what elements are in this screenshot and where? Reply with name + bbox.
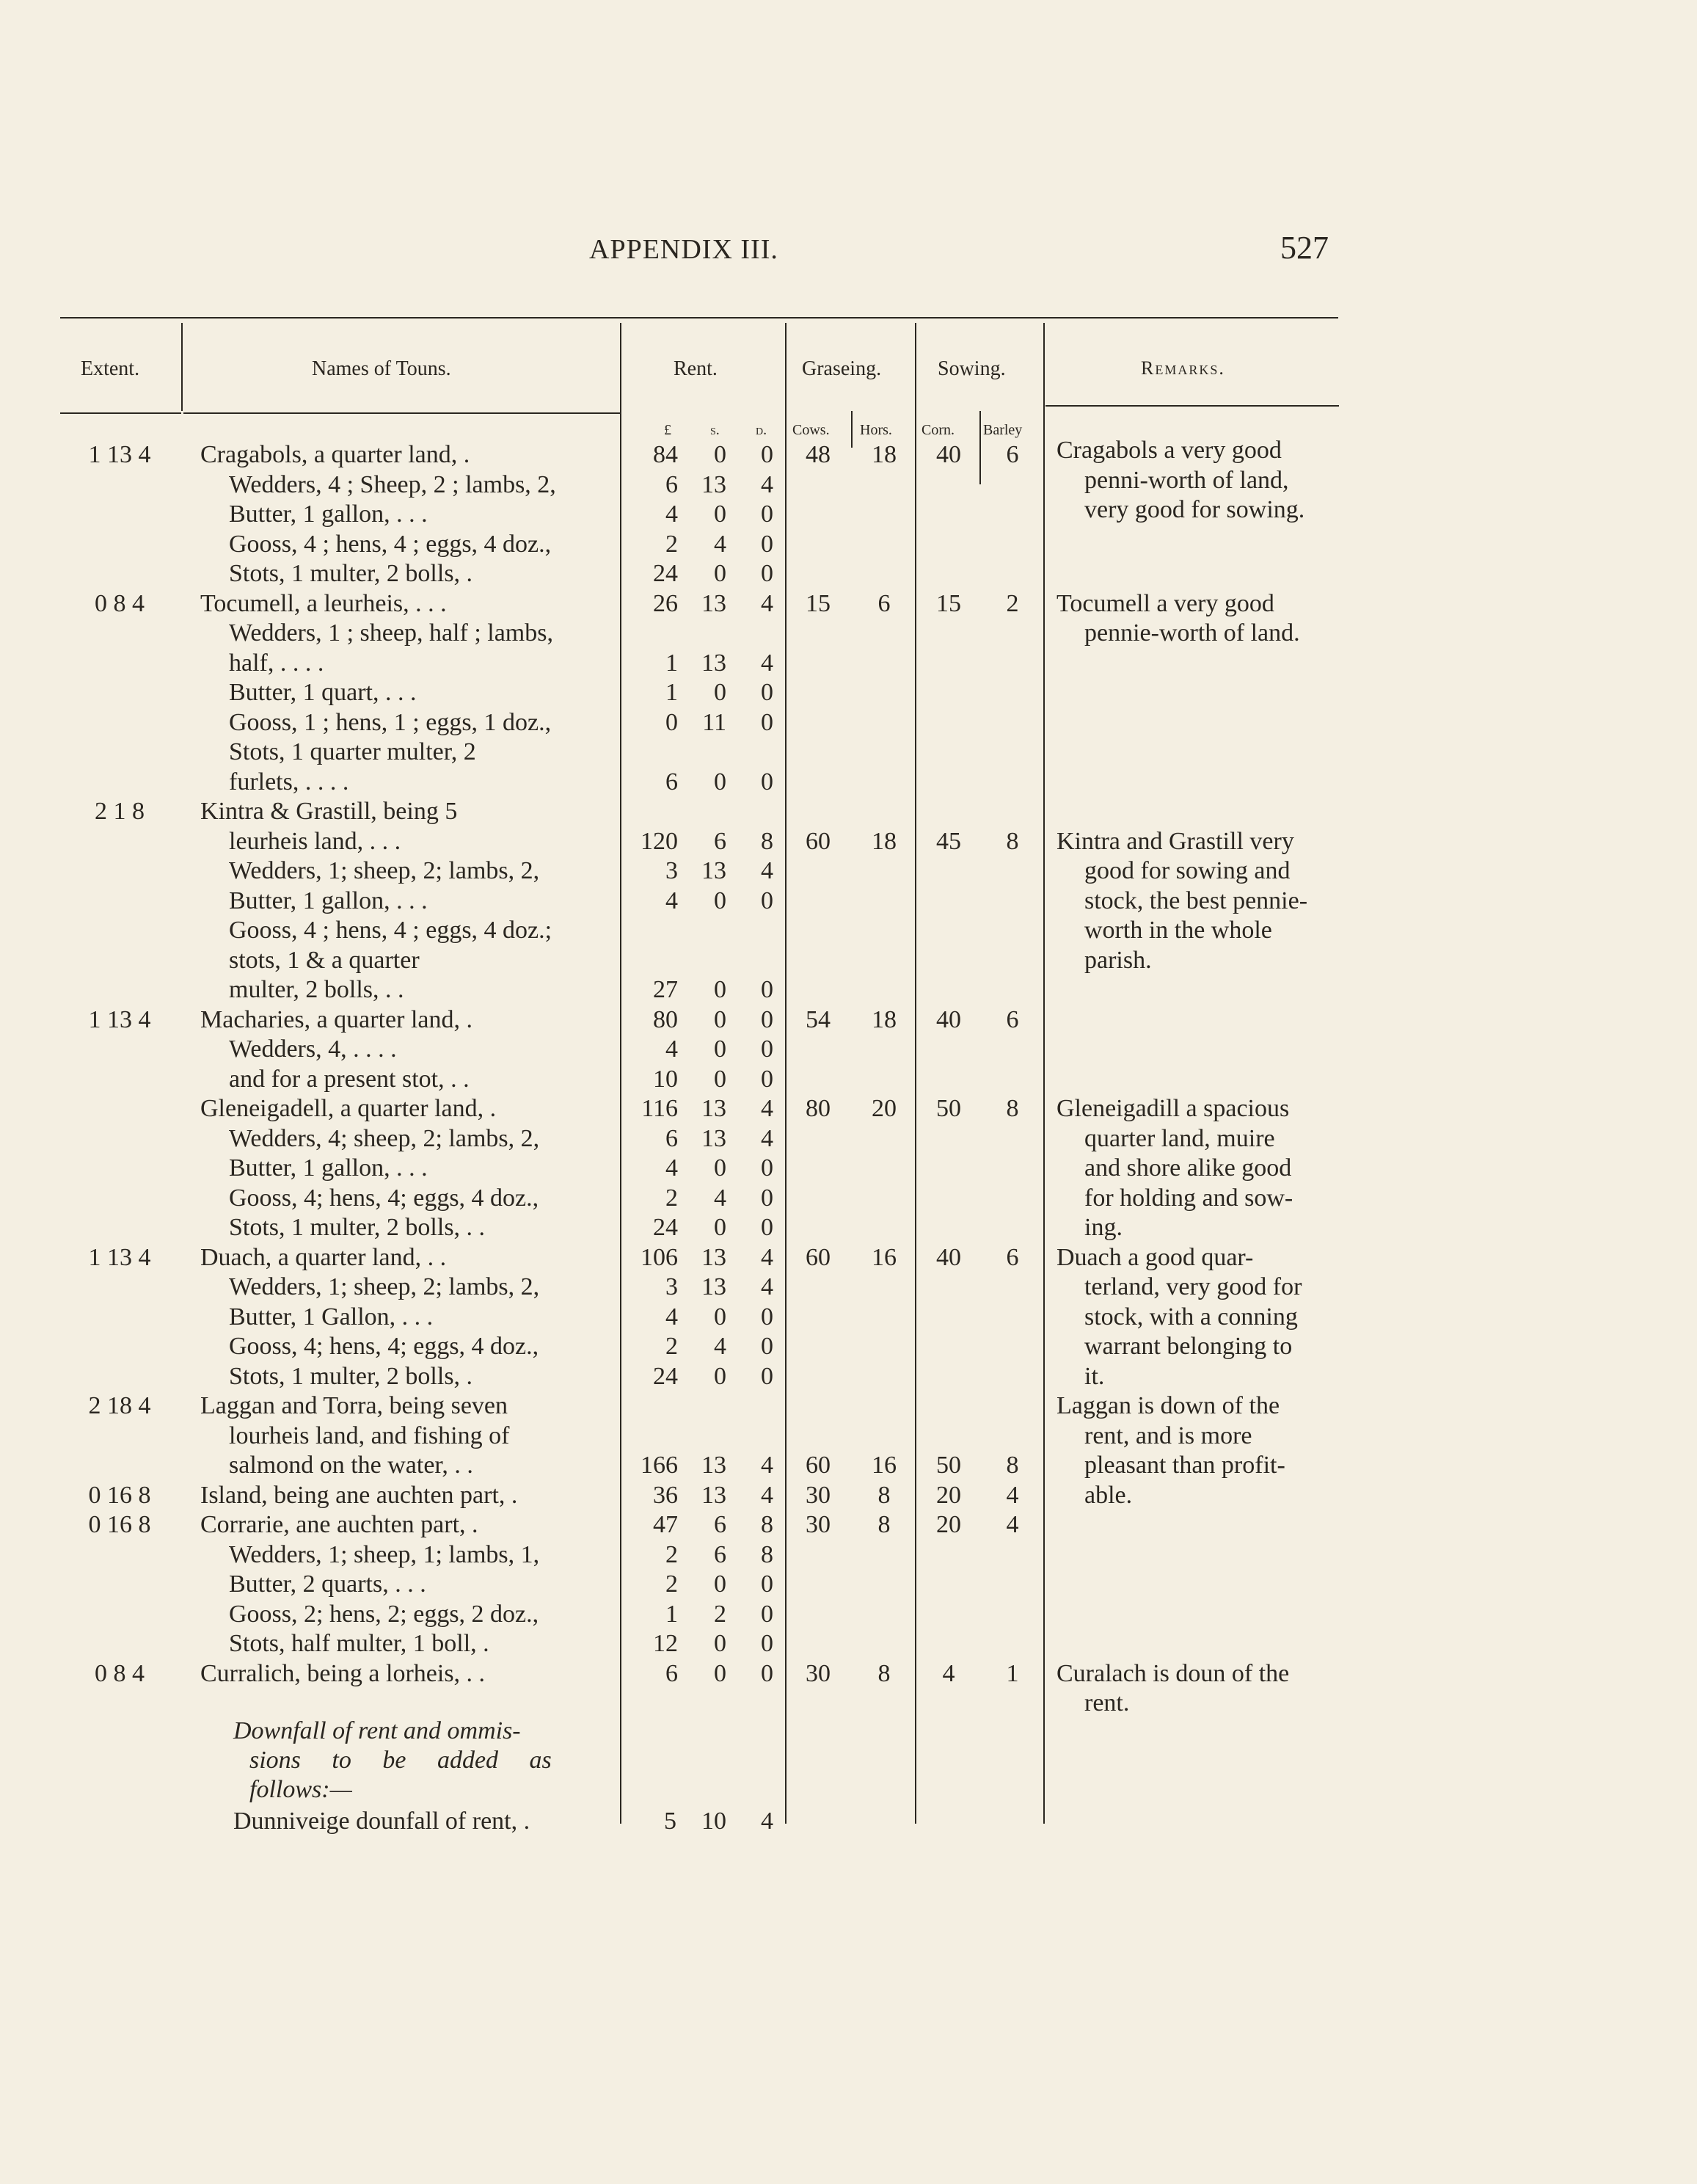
hors-cell: 6	[877, 589, 891, 617]
rent-pounds-cell: 3	[665, 857, 678, 884]
cows-cell: 60	[806, 827, 831, 855]
sub-hors: Hors.	[860, 422, 892, 438]
rent-pounds-cell: 24	[653, 560, 678, 587]
rent-pounds-cell: 3	[665, 1273, 678, 1300]
rent-shillings-cell: 13	[701, 589, 726, 617]
corn-cell: 45	[936, 827, 961, 855]
rent-pounds-cell: 1	[665, 649, 678, 677]
remark-line: ing.	[1084, 1214, 1123, 1241]
table-row	[0, 1629, 1697, 1659]
toun-name-cell: Gleneigadell, a quarter land, .	[200, 1095, 497, 1122]
rent-shillings-cell: 4	[714, 1333, 726, 1360]
rent-pence-cell: 0	[761, 1333, 773, 1360]
table-row	[0, 530, 1697, 559]
toun-name-cell: Stots, 1 multer, 2 bolls, .	[229, 1362, 473, 1390]
col-names: Names of Touns.	[312, 357, 451, 380]
rent-pounds-cell: 6	[665, 768, 678, 796]
toun-name-cell: leurheis land, . . .	[229, 827, 401, 855]
rent-pence-cell: 4	[761, 589, 773, 617]
toun-name-cell: Gooss, 4 ; hens, 4 ; eggs, 4 doz.;	[229, 917, 552, 944]
remark-line: stock, the best pennie-	[1084, 887, 1308, 914]
rent-pounds-cell: 120	[641, 827, 678, 855]
cows-cell: 60	[806, 1452, 831, 1479]
table-row	[0, 1035, 1697, 1064]
running-head-title: APPENDIX III.	[589, 234, 778, 265]
rent-shillings-cell: 4	[714, 1184, 726, 1212]
toun-name-cell: Macharies, a quarter land, .	[200, 1005, 472, 1033]
table-row	[0, 1332, 1697, 1361]
rent-shillings-cell: 6	[714, 1540, 726, 1568]
corn-cell: 20	[936, 1511, 961, 1538]
table-row	[0, 827, 1697, 856]
rent-shillings-cell: 0	[714, 976, 726, 1003]
rent-pence-cell: 0	[761, 1362, 773, 1390]
table-row	[0, 1481, 1697, 1510]
remark-line: warrant belonging to	[1084, 1333, 1293, 1360]
remark-line: parish.	[1084, 946, 1152, 974]
rent-pence-cell: 4	[761, 1095, 773, 1122]
remark-line: Gleneigadill a spacious	[1056, 1095, 1290, 1122]
rent-shillings-cell: 0	[714, 1362, 726, 1390]
hors-cell: 8	[877, 1659, 891, 1687]
rent-shillings-cell: 4	[714, 530, 726, 558]
rent-shillings-cell: 2	[714, 1600, 726, 1628]
col-remarks: Remarks.	[1141, 357, 1225, 379]
table-row	[0, 1124, 1697, 1154]
barley-cell: 2	[1006, 589, 1019, 617]
remark-line: pennie-worth of land.	[1084, 619, 1300, 647]
rent-shillings-cell: 13	[701, 1273, 726, 1300]
rent-pence-cell: 0	[761, 679, 773, 706]
rent-pounds-cell: 4	[665, 887, 678, 914]
col-sowing: Sowing.	[938, 357, 1006, 380]
hors-cell: 18	[872, 827, 897, 855]
cows-cell: 80	[806, 1095, 831, 1122]
table-row	[0, 916, 1697, 945]
rent-pence-cell: 4	[761, 1452, 773, 1479]
barley-cell: 8	[1006, 827, 1019, 855]
barley-cell: 1	[1006, 1659, 1019, 1687]
rent-pence-cell: 4	[761, 1124, 773, 1152]
hors-cell: 8	[877, 1481, 891, 1509]
table-row	[0, 500, 1697, 529]
rent-shillings-cell: 13	[701, 1452, 726, 1479]
table-row	[0, 1422, 1697, 1451]
remark-line: for holding and sow-	[1084, 1184, 1293, 1212]
table-row	[0, 1540, 1697, 1570]
extent-cell: 2 18 4	[88, 1392, 151, 1419]
table-row	[0, 589, 1697, 619]
table-row	[0, 1362, 1697, 1391]
sub-pounds: £	[664, 422, 671, 438]
downfall-shillings: 10	[701, 1808, 726, 1835]
toun-name-cell: Butter, 1 Gallon, . . .	[229, 1303, 434, 1331]
downfall-pounds: 5	[664, 1808, 676, 1835]
sub-corn: Corn.	[922, 422, 955, 438]
rent-shillings-cell: 0	[714, 1065, 726, 1093]
remark-line: Laggan is down of the	[1056, 1392, 1280, 1419]
downfall-entry: Dunniveige dounfall of rent, .	[233, 1808, 530, 1835]
toun-name-cell: furlets, . . . .	[229, 768, 349, 796]
rent-shillings-cell: 0	[714, 441, 726, 468]
downfall-heading-1: Downfall of rent and ommis-	[233, 1717, 521, 1744]
downfall-heading-2: sions to be added as	[249, 1747, 552, 1774]
rent-shillings-cell: 13	[701, 1243, 726, 1271]
toun-name-cell: stots, 1 & a quarter	[229, 946, 420, 974]
rent-pence-cell: 0	[761, 768, 773, 796]
toun-name-cell: Kintra & Grastill, being 5	[200, 798, 458, 825]
toun-name-cell: Laggan and Torra, being seven	[200, 1392, 508, 1419]
table-row	[0, 946, 1697, 975]
table-row	[0, 768, 1697, 797]
toun-name-cell: Duach, a quarter land, . .	[200, 1243, 447, 1271]
table-row	[0, 1184, 1697, 1213]
rent-pence-cell: 0	[761, 1570, 773, 1598]
rent-pounds-cell: 166	[641, 1452, 678, 1479]
rent-pence-cell: 4	[761, 649, 773, 677]
sub-shillings: s.	[710, 422, 720, 438]
hors-cell: 20	[872, 1095, 897, 1122]
rent-shillings-cell: 13	[701, 470, 726, 498]
rent-pounds-cell: 80	[653, 1005, 678, 1033]
rent-pence-cell: 0	[761, 1035, 773, 1063]
rent-pounds-cell: 24	[653, 1362, 678, 1390]
remark-line: good for sowing and	[1084, 857, 1291, 884]
extent-cell: 1 13 4	[88, 1243, 151, 1271]
remark-line: Curalach is doun of the	[1056, 1659, 1290, 1687]
rent-shillings-cell: 6	[714, 1511, 726, 1538]
table-row	[0, 1600, 1697, 1629]
table-row	[0, 470, 1697, 500]
toun-name-cell: salmond on the water, . .	[229, 1452, 473, 1479]
toun-name-cell: Wedders, 4, . . . .	[229, 1035, 397, 1063]
toun-name-cell: Cragabols, a quarter land, .	[200, 441, 470, 468]
barley-cell: 8	[1006, 1452, 1019, 1479]
barley-cell: 6	[1006, 441, 1019, 468]
remark-line: pleasant than profit-	[1084, 1452, 1285, 1479]
corn-cell: 15	[936, 589, 961, 617]
remarks-head-rule	[1045, 405, 1339, 407]
toun-name-cell: lourheis land, and fishing of	[229, 1422, 510, 1449]
toun-name-cell: multer, 2 bolls, . .	[229, 976, 404, 1003]
rent-pounds-cell: 1	[665, 1600, 678, 1628]
remark-line: able.	[1084, 1481, 1133, 1509]
rent-shillings-cell: 0	[714, 768, 726, 796]
col-extent: Extent.	[81, 357, 140, 380]
remark-line: it.	[1084, 1362, 1105, 1390]
table-row	[0, 1243, 1697, 1273]
toun-name-cell: Gooss, 2; hens, 2; eggs, 2 doz.,	[229, 1600, 539, 1628]
toun-name-cell: Wedders, 1; sheep, 1; lambs, 1,	[229, 1540, 540, 1568]
toun-name-cell: Corrarie, ane auchten part, .	[200, 1511, 478, 1538]
rent-pence-cell: 0	[761, 708, 773, 736]
barley-cell: 4	[1006, 1511, 1019, 1538]
toun-name-cell: Butter, 1 gallon, . . .	[229, 1154, 428, 1182]
toun-name-cell: Stots, 1 quarter multer, 2	[229, 738, 476, 765]
rent-pounds-cell: 27	[653, 976, 678, 1003]
remark-line: quarter land, muire	[1084, 1124, 1275, 1152]
toun-name-cell: Island, being ane auchten part, .	[200, 1481, 518, 1509]
table-row	[0, 1094, 1697, 1124]
toun-name-cell: and for a present stot, . .	[229, 1065, 470, 1093]
corn-cell: 20	[936, 1481, 961, 1509]
remark-line: rent.	[1084, 1689, 1130, 1717]
toun-name-cell: Curralich, being a lorheis, . .	[200, 1659, 486, 1687]
page-number: 527	[1280, 230, 1329, 266]
rent-pounds-cell: 26	[653, 589, 678, 617]
cows-cell: 30	[806, 1481, 831, 1509]
rent-pence-cell: 0	[761, 530, 773, 558]
corn-cell: 50	[936, 1452, 961, 1479]
cows-cell: 30	[806, 1511, 831, 1538]
rent-pence-cell: 8	[761, 827, 773, 855]
table-row	[0, 1510, 1697, 1540]
rent-pounds-cell: 12	[653, 1630, 678, 1657]
table-row	[0, 1005, 1697, 1035]
rent-pence-cell: 0	[761, 976, 773, 1003]
rent-shillings-cell: 0	[714, 1214, 726, 1241]
extent-cell: 0 16 8	[88, 1481, 151, 1509]
table-row	[0, 649, 1697, 678]
rent-pounds-cell: 116	[641, 1095, 678, 1122]
rent-shillings-cell: 0	[714, 1659, 726, 1687]
rent-pence-cell: 0	[761, 1214, 773, 1241]
rent-pence-cell: 0	[761, 1154, 773, 1182]
rent-shillings-cell: 0	[714, 679, 726, 706]
rent-pounds-cell: 2	[665, 1184, 678, 1212]
rent-shillings-cell: 0	[714, 1035, 726, 1063]
rent-pounds-cell: 4	[665, 500, 678, 528]
table-row	[0, 1303, 1697, 1332]
rent-pence-cell: 8	[761, 1511, 773, 1538]
corn-cell: 40	[936, 441, 961, 468]
remark-line: Tocumell a very good	[1056, 589, 1274, 617]
cows-cell: 30	[806, 1659, 831, 1687]
rent-pounds-cell: 36	[653, 1481, 678, 1509]
sub-cows: Cows.	[792, 422, 830, 438]
extent-cell: 1 13 4	[88, 1005, 151, 1033]
rent-pounds-cell: 4	[665, 1035, 678, 1063]
rent-shillings-cell: 0	[714, 500, 726, 528]
corn-cell: 40	[936, 1005, 961, 1033]
toun-name-cell: Butter, 2 quarts, . . .	[229, 1570, 426, 1598]
rent-pence-cell: 4	[761, 1243, 773, 1271]
table-row	[0, 738, 1697, 767]
toun-name-cell: Butter, 1 quart, . . .	[229, 679, 417, 706]
toun-name-cell: Butter, 1 gallon, . . .	[229, 887, 428, 914]
rent-shillings-cell: 0	[714, 1154, 726, 1182]
sub-pence: d.	[756, 422, 767, 438]
cows-cell: 48	[806, 441, 831, 468]
table-row	[0, 856, 1697, 886]
extent-cell: 0 8 4	[95, 1659, 145, 1687]
rent-pounds-cell: 84	[653, 441, 678, 468]
toun-name-cell: Gooss, 4 ; hens, 4 ; eggs, 4 doz.,	[229, 530, 552, 558]
barley-cell: 8	[1006, 1095, 1019, 1122]
rent-pence-cell: 0	[761, 887, 773, 914]
rent-shillings-cell: 0	[714, 1005, 726, 1033]
corn-cell: 50	[936, 1095, 961, 1122]
rent-pounds-cell: 6	[665, 470, 678, 498]
barley-cell: 6	[1006, 1243, 1019, 1271]
rent-pounds-cell: 6	[665, 1124, 678, 1152]
remark-line: very good for sowing.	[1084, 496, 1305, 523]
rent-pence-cell: 0	[761, 1184, 773, 1212]
rent-shillings-cell: 13	[701, 1481, 726, 1509]
barley-cell: 6	[1006, 1005, 1019, 1033]
toun-name-cell: Tocumell, a leurheis, . . .	[200, 589, 447, 617]
rent-pence-cell: 0	[761, 1065, 773, 1093]
table-row	[0, 559, 1697, 589]
remark-line: worth in the whole	[1084, 917, 1272, 944]
toun-name-cell: Gooss, 4; hens, 4; eggs, 4 doz.,	[229, 1184, 539, 1212]
table-row	[0, 1451, 1697, 1480]
table-row	[0, 1659, 1697, 1689]
rent-pence-cell: 4	[761, 470, 773, 498]
hors-cell: 18	[872, 441, 897, 468]
rent-pence-cell: 0	[761, 1600, 773, 1628]
rent-pounds-cell: 2	[665, 1333, 678, 1360]
downfall-pence: 4	[761, 1808, 773, 1835]
extent-col-divider	[181, 323, 183, 411]
rent-pounds-cell: 2	[665, 1570, 678, 1598]
remark-line: rent, and is more	[1084, 1422, 1252, 1449]
table-row	[0, 975, 1697, 1005]
remark-line: Cragabols a very good	[1056, 437, 1282, 464]
cows-cell: 54	[806, 1005, 831, 1033]
rent-pence-cell: 0	[761, 1005, 773, 1033]
rent-pence-cell: 8	[761, 1540, 773, 1568]
toun-name-cell: Wedders, 4 ; Sheep, 2 ; lambs, 2,	[229, 470, 556, 498]
toun-name-cell: Butter, 1 gallon, . . .	[229, 500, 428, 528]
barley-cell: 4	[1006, 1481, 1019, 1509]
toun-name-cell: half, . . . .	[229, 649, 324, 677]
table-row	[0, 440, 1697, 470]
rent-pounds-cell: 0	[665, 708, 678, 736]
rent-pence-cell: 0	[761, 500, 773, 528]
table-row	[0, 708, 1697, 738]
table-row	[0, 1273, 1697, 1302]
table-row	[0, 1213, 1697, 1242]
rent-shillings-cell: 13	[701, 649, 726, 677]
rent-pounds-cell: 47	[653, 1511, 678, 1538]
rent-shillings-cell: 0	[714, 1303, 726, 1331]
remark-line: penni-worth of land,	[1084, 466, 1289, 494]
table-row	[0, 1391, 1697, 1421]
downfall-heading-3: follows:—	[249, 1776, 352, 1803]
table-row	[0, 678, 1697, 707]
remark-line: Duach a good quar-	[1056, 1243, 1254, 1271]
rent-shillings-cell: 13	[701, 857, 726, 884]
corn-cell: 40	[936, 1243, 961, 1271]
rent-shillings-cell: 0	[714, 887, 726, 914]
cows-cell: 60	[806, 1243, 831, 1271]
extent-cell: 0 8 4	[95, 589, 145, 617]
col-rent: Rent.	[674, 357, 718, 380]
rent-pence-cell: 0	[761, 441, 773, 468]
rent-pence-cell: 0	[761, 1303, 773, 1331]
names-head-rule	[183, 412, 620, 414]
rent-pounds-cell: 4	[665, 1303, 678, 1331]
extent-cell: 0 16 8	[88, 1511, 151, 1538]
hors-cell: 18	[872, 1005, 897, 1033]
rent-pounds-cell: 4	[665, 1154, 678, 1182]
toun-name-cell: Stots, half multer, 1 boll, .	[229, 1630, 489, 1657]
toun-name-cell: Wedders, 1; sheep, 2; lambs, 2,	[229, 857, 540, 884]
hors-cell: 16	[872, 1243, 897, 1271]
table-row	[0, 619, 1697, 648]
rent-pounds-cell: 106	[641, 1243, 678, 1271]
hors-cell: 16	[872, 1452, 897, 1479]
extent-cell: 2 1 8	[95, 798, 145, 825]
toun-name-cell: Wedders, 1; sheep, 2; lambs, 2,	[229, 1273, 540, 1300]
rent-pence-cell: 4	[761, 857, 773, 884]
rent-pounds-cell: 24	[653, 1214, 678, 1241]
rent-shillings-cell: 0	[714, 1570, 726, 1598]
toun-name-cell: Wedders, 4; sheep, 2; lambs, 2,	[229, 1124, 540, 1152]
remark-line: terland, very good for	[1084, 1273, 1302, 1300]
rent-pounds-cell: 10	[653, 1065, 678, 1093]
extent-head-rule	[60, 412, 181, 414]
table-row	[0, 887, 1697, 916]
col-graseing: Graseing.	[802, 357, 882, 380]
sub-barley: Barley	[983, 422, 1023, 438]
remark-line: stock, with a conning	[1084, 1303, 1298, 1331]
corn-cell: 4	[942, 1659, 955, 1687]
table-row	[0, 1154, 1697, 1183]
toun-name-cell: Stots, 1 multer, 2 bolls, .	[229, 560, 473, 587]
remark-line: Kintra and Grastill very	[1056, 827, 1294, 855]
rent-shillings-cell: 13	[701, 1095, 726, 1122]
hors-cell: 8	[877, 1511, 891, 1538]
rent-pence-cell: 4	[761, 1273, 773, 1300]
rent-shillings-cell: 6	[714, 827, 726, 855]
toun-name-cell: Gooss, 1 ; hens, 1 ; eggs, 1 doz.,	[229, 708, 552, 736]
rent-shillings-cell: 13	[701, 1124, 726, 1152]
toun-name-cell: Gooss, 4; hens, 4; eggs, 4 doz.,	[229, 1333, 539, 1360]
rent-pence-cell: 0	[761, 560, 773, 587]
rent-pounds-cell: 2	[665, 1540, 678, 1568]
table-row	[0, 1570, 1697, 1599]
table-top-rule	[60, 317, 1338, 318]
rent-pence-cell: 4	[761, 1481, 773, 1509]
rent-shillings-cell: 11	[702, 708, 726, 736]
toun-name-cell: Wedders, 1 ; sheep, half ; lambs,	[229, 619, 553, 647]
table-row	[0, 1065, 1697, 1094]
rent-shillings-cell: 0	[714, 560, 726, 587]
cows-cell: 15	[806, 589, 831, 617]
table-row	[0, 797, 1697, 826]
rent-pounds-cell: 6	[665, 1659, 678, 1687]
rent-shillings-cell: 0	[714, 1630, 726, 1657]
remark-line: and shore alike good	[1084, 1154, 1292, 1182]
rent-pence-cell: 0	[761, 1630, 773, 1657]
rent-pence-cell: 0	[761, 1659, 773, 1687]
rent-pounds-cell: 2	[665, 530, 678, 558]
rent-pounds-cell: 1	[665, 679, 678, 706]
extent-cell: 1 13 4	[88, 441, 151, 468]
toun-name-cell: Stots, 1 multer, 2 bolls, . .	[229, 1214, 486, 1241]
